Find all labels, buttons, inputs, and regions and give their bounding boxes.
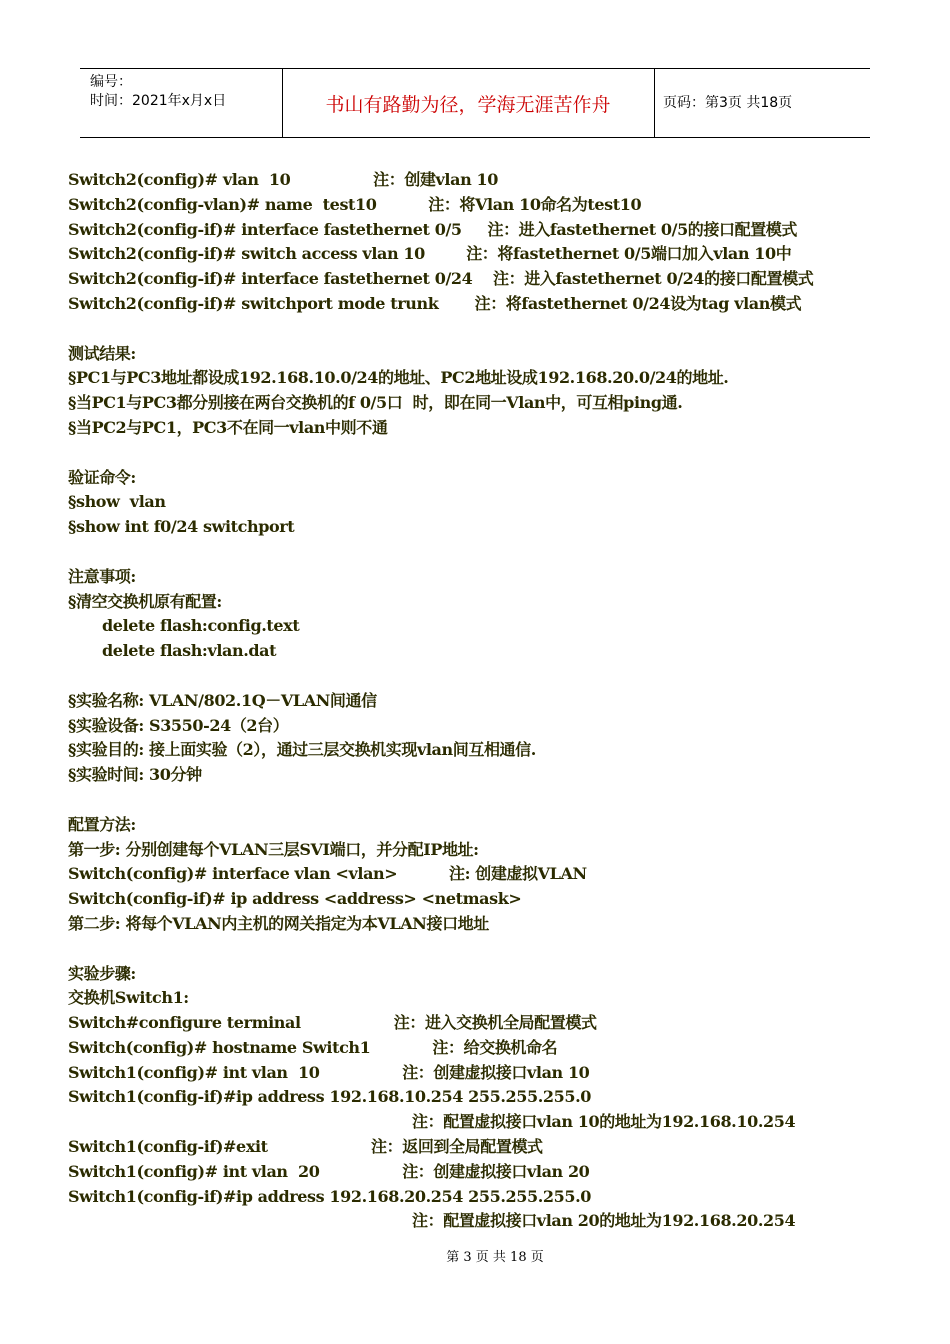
text-line: Switch2(config)# vlan 10 注：创建vlan 10 — [68, 170, 498, 189]
text-line: §PC1与PC3地址都设成192.168.10.0/24的地址、PC2地址设成192.168.20.0/24的地址. — [68, 368, 729, 388]
text-line: Switch2(config-vlan)# name test10 注：将Vlan 10命名为test10 — [68, 194, 642, 214]
text-line: Switch2(config-if)# switchport mode trunk 注：将fastethernet 0/24设为tag vlan模式 — [68, 293, 802, 313]
text-line: 注：配置虚拟接口vlan 10的地址为192.168.10.254 — [412, 1112, 796, 1132]
text-line: Switch(config)# interface vlan <vlan> 注: 创建虚拟VLAN — [68, 864, 587, 884]
section-heading: 注意事项: — [68, 566, 136, 586]
text-line: §实验时间: 30分钟 — [68, 765, 202, 785]
text-line: §当PC2与PC1，PC3不在同一vlan中则不通 — [68, 417, 388, 437]
text-line: Switch#configure terminal 注：进入交换机全局配置模式 — [68, 1013, 597, 1033]
blank-line — [68, 937, 888, 962]
document-time-label: 时间：2021年x月x日 — [90, 93, 227, 109]
text-line: 交换机Switch1: — [68, 988, 189, 1008]
section-heading: 测试结果: — [68, 343, 136, 363]
header-motto-cell — [282, 69, 655, 137]
text-line: Switch2(config-if)# switch access vlan 10 注：将fastethernet 0/5端口加入vlan 10中 — [68, 244, 792, 264]
text-line: 第一步: 分别创建每个VLAN三层SVI端口，并分配IP地址: — [68, 839, 479, 859]
text-line: §实验目的: 接上面实验（2），通过三层交换机实现vlan间互相通信. — [68, 740, 536, 760]
document-body — [68, 168, 888, 1234]
header-meta-cell — [80, 69, 283, 137]
blank-line — [68, 441, 888, 466]
text-line: §实验设备: S3550-24（2台） — [68, 715, 289, 735]
text-line: 注：配置虚拟接口vlan 20的地址为192.168.20.254 — [412, 1211, 796, 1231]
text-line: delete flash:config.text — [102, 616, 300, 636]
text-line: Switch1(config-if)#ip address 192.168.10.254 255.255.255.0 — [68, 1087, 592, 1107]
blank-line — [68, 788, 888, 813]
text-line: 第二步: 将每个VLAN内主机的网关指定为本VLAN接口地址 — [68, 913, 489, 933]
text-line: §实验名称: VLAN/802.1Q－VLAN间通信 — [68, 690, 377, 710]
text-line: Switch2(config-if)# interface fastethernet 0/24 注：进入fastethernet 0/24的接口配置模式 — [68, 269, 814, 289]
text-line: §show int f0/24 switchport — [68, 517, 295, 537]
header-motto: 书山有路勤为径，学海无涯苦作舟 — [325, 94, 611, 116]
blank-line — [68, 540, 888, 565]
text-line: §show vlan — [68, 492, 166, 512]
section-heading: 配置方法: — [68, 814, 136, 834]
text-line: §清空交换机原有配置: — [68, 591, 222, 611]
text-line: Switch1(config-if)#ip address 192.168.20.254 255.255.255.0 — [68, 1186, 592, 1206]
text-line: Switch1(config-if)#exit 注：返回到全局配置模式 — [68, 1137, 543, 1157]
blank-line — [68, 317, 888, 342]
text-line: §当PC1与PC3都分别接在两台交换机的f 0/5口 时，即在同一Vlan中，可互相ping通. — [68, 393, 683, 413]
section-heading: 验证命令: — [68, 467, 136, 487]
section-heading: 实验步骤: — [68, 963, 136, 983]
page-footer: 第 3 页 共 18 页 — [446, 1250, 544, 1265]
text-line: Switch2(config-if)# interface fastethernet 0/5 注：进入fastethernet 0/5的接口配置模式 — [68, 219, 798, 239]
text-line: Switch(config-if)# ip address <address> <netmask> — [68, 889, 522, 909]
text-line: Switch1(config)# int vlan 20 注：创建虚拟接口vlan 20 — [68, 1161, 590, 1181]
text-line: Switch1(config)# int vlan 10 注：创建虚拟接口vlan 10 — [68, 1062, 590, 1082]
document-number-label: 编号： — [90, 74, 132, 90]
header-page-info: 页码：第3页 共18页 — [663, 95, 793, 111]
page-header — [80, 68, 870, 138]
blank-line — [68, 664, 888, 689]
text-line: Switch(config)# hostname Switch1 注：给交换机命名 — [68, 1037, 558, 1057]
header-page-cell — [655, 69, 870, 137]
text-line: delete flash:vlan.dat — [102, 641, 277, 661]
